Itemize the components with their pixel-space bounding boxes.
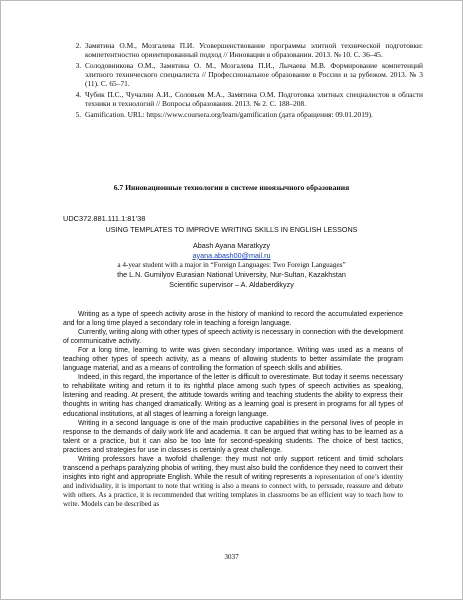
body-paragraph-part: Writing professors have a twofold challenge: they must not only support reticent and timid scholars transcend a perhaps paralyzing phobia of writing, they must also build the confidence they need to convert their insights into right and appropriate English. While the result of writing represents a <box>63 455 403 481</box>
scientific-supervisor: Scientific supervisor – A. Aldaberdikyzy <box>169 280 294 290</box>
section-heading: 6.7 Инновационные технологии в системе иноязычного образования <box>113 183 350 192</box>
body-paragraph: Currently, writing along with other types of speech activity is necessary in connection with the development of communicative activity. <box>63 329 403 346</box>
body-paragraph <box>63 455 403 509</box>
udc-code: UDC372.881.111.1:81’38 <box>63 214 146 223</box>
author-position: a 4-year student with a major in “Foreign Languages: Two Foreign Languages” <box>117 260 346 269</box>
author-university: the L.N. Gumilyov Eurasian National University, Nur-Sultan, Kazakhstan <box>117 270 346 280</box>
body-paragraph: Writing in a second language is one of the main productive capabilities in the personal lives of people in response to the demands of daily work life and academia. It can be argued that writing has to be learned as a talent or a practice, but it can also be too late for second-speaking students. The choice of best tactics, practices and strategies for use in classes is certainly a great challenge. <box>63 419 403 454</box>
author-email-link[interactable]: ayana.abash00@mail.ru <box>192 250 271 260</box>
body-paragraph-part: representation of one’s identity and individuality, it is important to note that writing is also a means to connect with, to persuade, reassure and debate with others. As a practice, it is recommended that writing templates in classrooms be an efficient way to teach how to write. Models can be described as <box>63 472 403 508</box>
body-paragraph: Indeed, in this regard, the importance of the letter is difficult to overestimate. But today it seems necessary to rehabilitate writing and return it to its rightful place among such types of speech activities as speaking, listening and reading. At present, the attitude towards writing and teaching students the ability to express their thoughts in writing has changed dramatically. Writing as a learning goal is present in programs for all types of educational institutions, at all stages of learning a foreign language. <box>63 374 403 418</box>
body-paragraph: For a long time, learning to write was given secondary importance. Writing was used as a means of teaching other types of speech activity, as a means of allowing students to better assimilate the program language material, and as a means of controlling the formation of speech skills and abilities. <box>63 347 403 373</box>
article-body <box>63 310 403 509</box>
reference-item: 3. Солодовникова О.М., Замятина О. М., Мозгалева П.И., Лычаева М.В. Формирование компетенций элитного технического специалиста // Профессиональное образование в России и за рубежом. 2013. № 3 (11). С. 65–71. <box>83 61 423 89</box>
article-title: USING TEMPLATES TO IMPROVE WRITING SKILLS IN ENGLISH LESSONS <box>105 225 358 234</box>
page-number: 3037 <box>224 553 239 561</box>
reference-item: 5. Gamification. URL: https://www.coursera.org/learn/gamification (дата обращения: 09.01.2019). <box>83 110 423 119</box>
author-name: Abash Ayana Maratkyzy <box>193 241 270 250</box>
reference-item: 4. Чубик П.С., Чучалин А.И., Соловьев М.А., Замятина О.М. Подготовка элитных специалистов в области техники и технологий // Вопросы образования. 2013. № 2. С. 188–208. <box>83 90 423 108</box>
body-paragraph: Writing as a type of speech activity arose in the history of mankind to record the accumulated experience and for a long time played a secondary role in teaching a foreign language. <box>63 311 403 328</box>
reference-list <box>63 41 423 121</box>
author-block <box>1 241 462 290</box>
reference-item: 2. Замятина О.М., Мозгалева П.И. Усовершенствование программы элитной технической подготовки: компетентностно ориентированный подход // Инновации в образовании. 2013. № 10. С. 36–45. <box>83 41 423 59</box>
